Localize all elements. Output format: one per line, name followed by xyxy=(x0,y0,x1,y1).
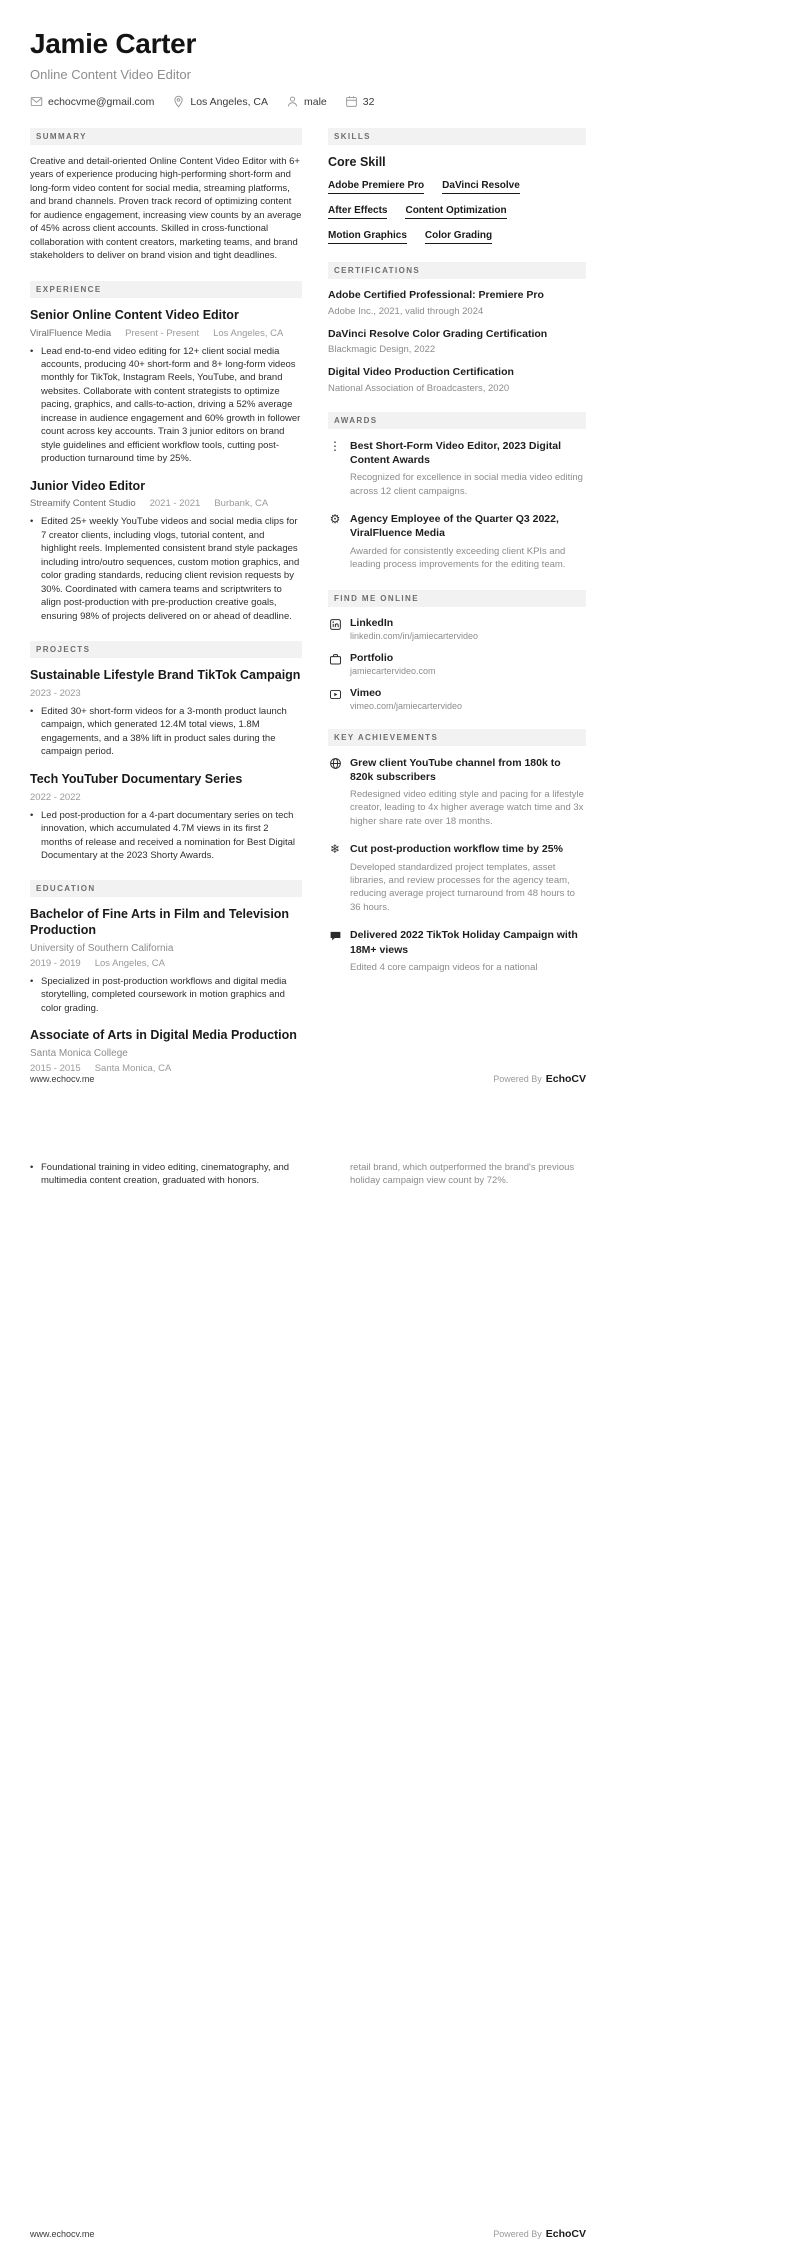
summary-section xyxy=(30,128,302,263)
certification-item xyxy=(328,366,586,394)
certifications-section-label: CERTIFICATIONS xyxy=(328,262,586,279)
job-bullet: • Edited 25+ weekly YouTube videos and social media clips for 7 creator clients, including vlogs, tutorial content, and highlight reels. Implemented consistent brand style packages including intro/outro sequences, custom motion graphics, and color grading standards, reducing client revision requests by 30%. Coordinated with camera teams and scriptwriters to align post-production with pre-production creative goals, ensuring 98% of projects delivered on or ahead of deadline. xyxy=(30,515,302,623)
video-player-icon xyxy=(328,687,342,706)
certification-issuer: Blackmagic Design, 2022 xyxy=(328,344,436,356)
achievement-body xyxy=(350,928,586,974)
online-body xyxy=(350,617,478,641)
education-dates: 2015 - 2015 xyxy=(30,1062,81,1074)
projects-section xyxy=(30,641,302,862)
job-bullets xyxy=(30,345,302,466)
project-dates: 2022 - 2022 xyxy=(30,791,81,803)
degree-title: Associate of Arts in Digital Media Production xyxy=(30,1028,297,1043)
achievement-description: Redesigned video editing style and pacing for a lifestyle creator, leading to 4x higher average watch time and 3x higher share rate over 18 months. xyxy=(350,788,584,827)
summary-section-label: SUMMARY xyxy=(30,128,302,145)
online-url[interactable]: vimeo.com/jamiecartervideo xyxy=(350,700,463,711)
education-overflow-bullets xyxy=(30,1161,302,1188)
certification-name: Adobe Certified Professional: Premiere Pro xyxy=(328,289,544,301)
job-title: Senior Online Content Video Editor xyxy=(30,307,239,322)
left-column xyxy=(30,128,302,1092)
education-dates: 2019 - 2019 xyxy=(30,957,81,969)
skill-tag: Color Grading xyxy=(425,230,492,244)
degree-title: Bachelor of Fine Arts in Film and Television Production xyxy=(30,907,290,938)
contact-location-text: Los Angeles, CA xyxy=(190,95,268,108)
online-body xyxy=(350,687,462,711)
briefcase-icon xyxy=(328,652,342,671)
education-meta xyxy=(30,958,302,969)
footer-site-link[interactable]: www.echocv.me xyxy=(30,1074,95,1084)
projects-section-label: PROJECTS xyxy=(30,641,302,658)
education-overflow-bullet: • Foundational training in video editing, cinematography, and multimedia content creation, graduated with honors. xyxy=(30,1161,302,1188)
online-url[interactable]: jamiecartervideo.com xyxy=(350,665,436,676)
online-name: Portfolio xyxy=(350,651,394,664)
education-location: Santa Monica, CA xyxy=(94,1062,172,1074)
school-name: University of Southern California xyxy=(30,942,174,954)
gear-icon: ⚙ xyxy=(329,512,341,527)
online-item-portfolio[interactable] xyxy=(328,652,586,676)
contact-row xyxy=(30,95,586,108)
project-bullet: • Led post-production for a 4-part documentary series on tech innovation, which accumulated 4.7M views in its first 2 months of release and received a nomination for Best Digital Documentary at the 2023 Shorty Awards. xyxy=(30,809,302,863)
experience-entry-junior-editor xyxy=(30,479,302,624)
job-location: Los Angeles, CA xyxy=(213,327,284,339)
job-bullets xyxy=(30,515,302,623)
company-name: ViralFluence Media xyxy=(30,327,112,339)
experience-section-label: EXPERIENCE xyxy=(30,281,302,298)
skill-tags xyxy=(328,180,586,244)
education-section xyxy=(30,880,302,1073)
speech-bubble-icon xyxy=(328,928,342,974)
powered-by-text: Powered By xyxy=(493,1074,542,1084)
achievement-title: Grew client YouTube channel from 180k to 820k subscribers xyxy=(350,756,561,783)
right-column xyxy=(328,128,586,1092)
skill-tag: Content Optimization xyxy=(405,205,506,219)
contact-gender xyxy=(286,95,327,108)
job-title: Junior Video Editor xyxy=(30,478,146,493)
page2-footer xyxy=(30,2228,586,2240)
achievement-title: Delivered 2022 TikTok Holiday Campaign with 18M+ views xyxy=(350,929,578,956)
skill-tag: DaVinci Resolve xyxy=(442,180,520,194)
skill-tag: Motion Graphics xyxy=(328,230,407,244)
company-name: Streamify Content Studio xyxy=(30,498,136,510)
page2-content xyxy=(0,1123,586,1191)
award-title: Best Short-Form Video Editor, 2023 Digital Content Awards xyxy=(350,439,562,467)
page1-footer xyxy=(30,1073,586,1085)
job-bullet: • Lead end-to-end video editing for 12+ client social media accounts, producing 40+ short-form and 8+ long-form videos monthly for TikTok, Instagram Reels, YouTube, and brand websites. Collaborate with content strategists to optimize pacing, graphics, and calls-to-action, driving a 52% average increase in audience engagement and 60% growth in follower count across key accounts. Train 3 junior editors on brand style guidelines and efficient workflow tools, cutting post-production turnaround time by 25%. xyxy=(30,345,302,466)
certification-item xyxy=(328,289,586,317)
achievement-description: Developed standardized project templates, asset libraries, and review processes for the agency team, reducing average project turnaround from 48 hours to 36 hours. xyxy=(350,861,575,913)
skills-group-title: Core Skill xyxy=(328,155,386,169)
education-bullet: • Specialized in post-production workflows and digital media storytelling, completed coursework in motion graphics and color grading. xyxy=(30,975,302,1015)
key-achievements-section xyxy=(328,729,586,975)
skills-section-label: SKILLS xyxy=(328,128,586,145)
contact-age xyxy=(345,95,375,108)
online-section-label: FIND ME ONLINE xyxy=(328,590,586,607)
achievement-item xyxy=(328,756,586,829)
skill-tag: Adobe Premiere Pro xyxy=(328,180,424,194)
calendar-icon xyxy=(345,95,358,108)
echocv-brand-link[interactable]: EchoCV xyxy=(545,1073,586,1085)
award-description: Recognized for excellence in social media video editing across 12 client campaigns. xyxy=(350,472,583,497)
skills-section xyxy=(328,128,586,244)
online-body xyxy=(350,652,436,676)
project-dates: 2023 - 2023 xyxy=(30,687,81,699)
linkedin-icon xyxy=(328,617,342,636)
award-item xyxy=(328,439,586,498)
certification-name: Digital Video Production Certification xyxy=(328,366,514,379)
person-icon xyxy=(286,95,299,108)
online-name: LinkedIn xyxy=(350,616,394,629)
online-item-linkedin[interactable] xyxy=(328,617,586,641)
right-column xyxy=(328,1161,586,1191)
achievement-description: Edited 4 core campaign videos for a national xyxy=(350,961,538,973)
award-description: Awarded for consistently exceeding client KPIs and leading process improvements for the editing team. xyxy=(350,545,566,571)
globe-icon xyxy=(328,756,342,829)
vertical-dots-icon: ⋮ xyxy=(329,438,341,453)
certification-item xyxy=(328,328,586,356)
award-body xyxy=(350,439,586,498)
achievements-section-label: KEY ACHIEVEMENTS xyxy=(328,729,586,746)
page1-content xyxy=(0,0,586,1092)
powered-by xyxy=(493,2228,586,2240)
job-meta xyxy=(30,498,302,509)
online-url[interactable]: linkedin.com/in/jamiecartervideo xyxy=(350,630,479,641)
snowflake-icon: ❄ xyxy=(329,842,341,857)
person-title: Online Content Video Editor xyxy=(30,67,191,82)
online-name: Vimeo xyxy=(350,686,382,699)
contact-email xyxy=(30,95,154,108)
person-name: Jamie Carter xyxy=(30,28,197,59)
award-body xyxy=(350,512,586,571)
achievement-body xyxy=(350,756,586,829)
certification-name: DaVinci Resolve Color Grading Certification xyxy=(328,327,548,340)
summary-text: Creative and detail-oriented Online Content Video Editor with 6+ years of experience producing high-performing short-form and long-form video content for social media, streaming platforms, and brand channels. Proven track record of optimizing content for audience engagement, increasing view counts by an average of 45% across client accounts. Skilled in cross-functional collaboration with content creators, marketing teams, and brand stakeholders to deliver on brand vision and tight deadlines. xyxy=(30,156,302,262)
two-column-layout xyxy=(30,1161,586,1191)
job-meta xyxy=(30,328,302,339)
project-entry-tiktok-campaign xyxy=(30,668,302,759)
location-pin-icon xyxy=(172,95,185,108)
achievement-title: Cut post-production workflow time by 25% xyxy=(350,843,563,856)
award-title: Agency Employee of the Quarter Q3 2022, ViralFluence Media xyxy=(350,513,559,540)
project-meta xyxy=(30,688,302,699)
resume-page-2 xyxy=(0,1123,794,2246)
achievement-item xyxy=(328,842,586,914)
project-meta xyxy=(30,792,302,803)
envelope-icon xyxy=(30,95,43,108)
achievement-item xyxy=(328,928,586,974)
powered-by-text: Powered By xyxy=(493,2229,542,2239)
award-item xyxy=(328,512,586,571)
awards-section xyxy=(328,412,586,572)
footer-site-link[interactable]: www.echocv.me xyxy=(30,2229,95,2239)
project-bullet: • Edited 30+ short-form videos for a 3-month product launch campaign, which generated 12.4M total views, 1.8M engagements, and a 38% lift in product sales during the campaign period. xyxy=(30,705,302,759)
job-dates: Present - Present xyxy=(125,327,200,339)
education-bullets xyxy=(30,975,302,1015)
project-title: Tech YouTuber Documentary Series xyxy=(30,771,243,786)
project-bullets xyxy=(30,705,302,759)
contact-gender-text: male xyxy=(304,95,327,108)
experience-entry-senior-editor xyxy=(30,308,302,466)
resume-header xyxy=(30,28,586,108)
experience-section xyxy=(30,281,302,623)
education-location: Los Angeles, CA xyxy=(94,957,165,969)
skill-tag: After Effects xyxy=(328,205,387,219)
education-entry-bfa xyxy=(30,907,302,1015)
find-me-online-section xyxy=(328,590,586,711)
project-title: Sustainable Lifestyle Brand TikTok Campaign xyxy=(30,668,301,683)
certification-issuer: Adobe Inc., 2021, valid through 2024 xyxy=(328,305,484,317)
job-dates: 2021 - 2021 xyxy=(149,498,201,510)
online-item-vimeo[interactable] xyxy=(328,687,586,711)
left-column xyxy=(30,1161,302,1191)
contact-age-text: 32 xyxy=(362,95,375,108)
achievement-overflow-text: retail brand, which outperformed the brand's previous holiday campaign view count by 72%. xyxy=(350,1162,575,1187)
awards-section-label: AWARDS xyxy=(328,412,586,429)
contact-location xyxy=(172,95,268,108)
school-name: Santa Monica College xyxy=(30,1047,128,1059)
two-column-layout xyxy=(30,128,586,1092)
job-location: Burbank, CA xyxy=(214,498,269,510)
education-entry-aa xyxy=(30,1028,302,1074)
project-bullets xyxy=(30,809,302,863)
powered-by xyxy=(493,1073,586,1085)
contact-email-text: echocvme@gmail.com xyxy=(48,95,155,108)
project-entry-documentary-series xyxy=(30,772,302,863)
achievement-body xyxy=(350,842,586,914)
education-section-label: EDUCATION xyxy=(30,880,302,897)
certifications-section xyxy=(328,262,586,394)
certification-issuer: National Association of Broadcasters, 2020 xyxy=(328,382,510,394)
echocv-brand-link[interactable]: EchoCV xyxy=(545,2228,586,2240)
